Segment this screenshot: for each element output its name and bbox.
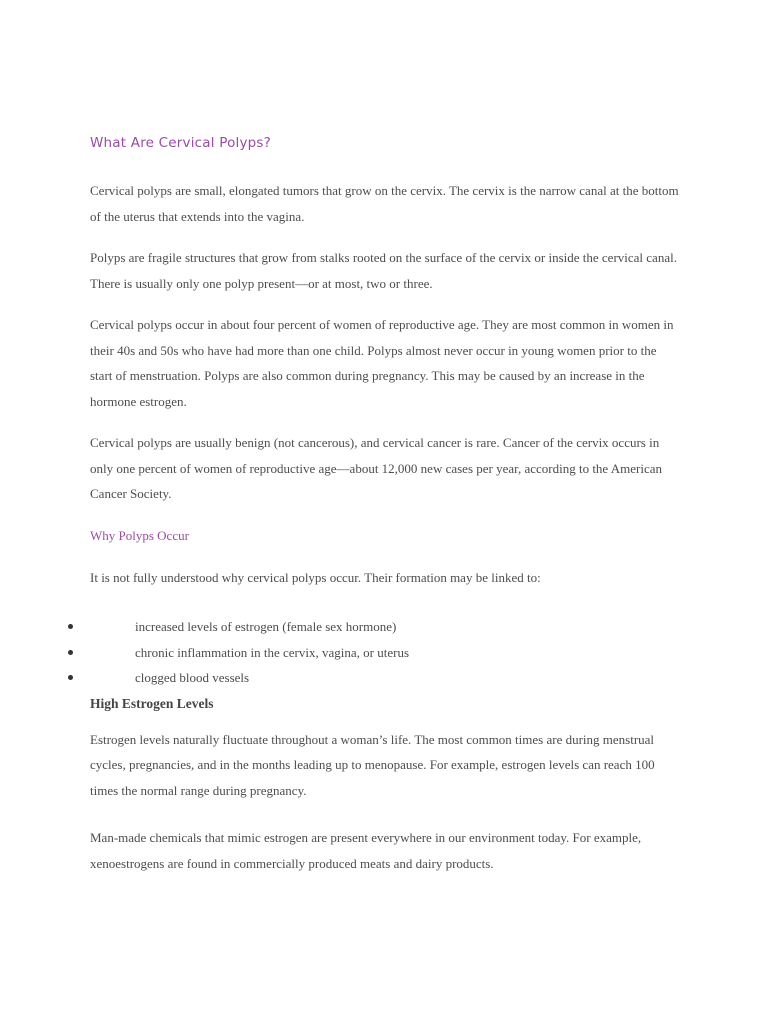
intro-paragraph-4: Cervical polyps are usually benign (not cancerous), and cervical cancer is rare. Cancer of the cervix occurs in only one percent of women of reproductive age—about 12,000 new cases per year, according to the American Cancer Society.	[90, 435, 662, 501]
list-item	[0, 614, 680, 640]
bullet-icon	[68, 624, 73, 629]
estrogen-paragraph-1: Estrogen levels naturally fluctuate throughout a woman’s life. The most common times are during menstrual cycles, pregnancies, and in the months leading up to menopause. For example, estrogen levels can reach 100 times the normal range during pregnancy.	[90, 731, 655, 798]
page-title: What Are Cervical Polyps?	[90, 135, 272, 151]
high-estrogen-heading: High Estrogen Levels	[90, 695, 214, 711]
list-item	[0, 665, 680, 691]
intro-paragraph-2: Polyps are fragile structures that grow from stalks rooted on the surface of the cervix or inside the cervical canal. There is usually only one polyp present—or at most, two or three.	[90, 250, 677, 291]
intro-paragraph-3: Cervical polyps occur in about four percent of women of reproductive age. They are most common in women in their 40s and 50s who have had more than one child. Polyps almost never occur in young women prior to the start of menstruation. Polyps are also common during pregnancy. This may be caused by an increase in the hormone estrogen.	[90, 317, 674, 409]
estrogen-paragraph-2: Man-made chemicals that mimic estrogen are present everywhere in our environment today. For example, xenoestrogens are found in commercially produced meats and dairy products.	[90, 830, 642, 871]
list-item	[0, 640, 680, 666]
bullet-icon	[68, 675, 73, 680]
list-item-text: increased levels of estrogen (female sex hormone)	[135, 619, 397, 634]
why-polyps-heading: Why Polyps Occur	[90, 527, 189, 543]
list-item-text: clogged blood vessels	[135, 670, 250, 685]
why-intro-paragraph: It is not fully understood why cervical polyps occur. Their formation may be linked to:	[90, 569, 541, 585]
causes-list	[0, 614, 680, 691]
bullet-icon	[68, 650, 73, 655]
intro-paragraph-1: Cervical polyps are small, elongated tumors that grow on the cervix. The cervix is the narrow canal at the bottom of the uterus that extends into the vagina.	[90, 183, 679, 224]
document-content	[90, 128, 680, 892]
list-item-text: chronic inflammation in the cervix, vagina, or uterus	[135, 644, 409, 660]
